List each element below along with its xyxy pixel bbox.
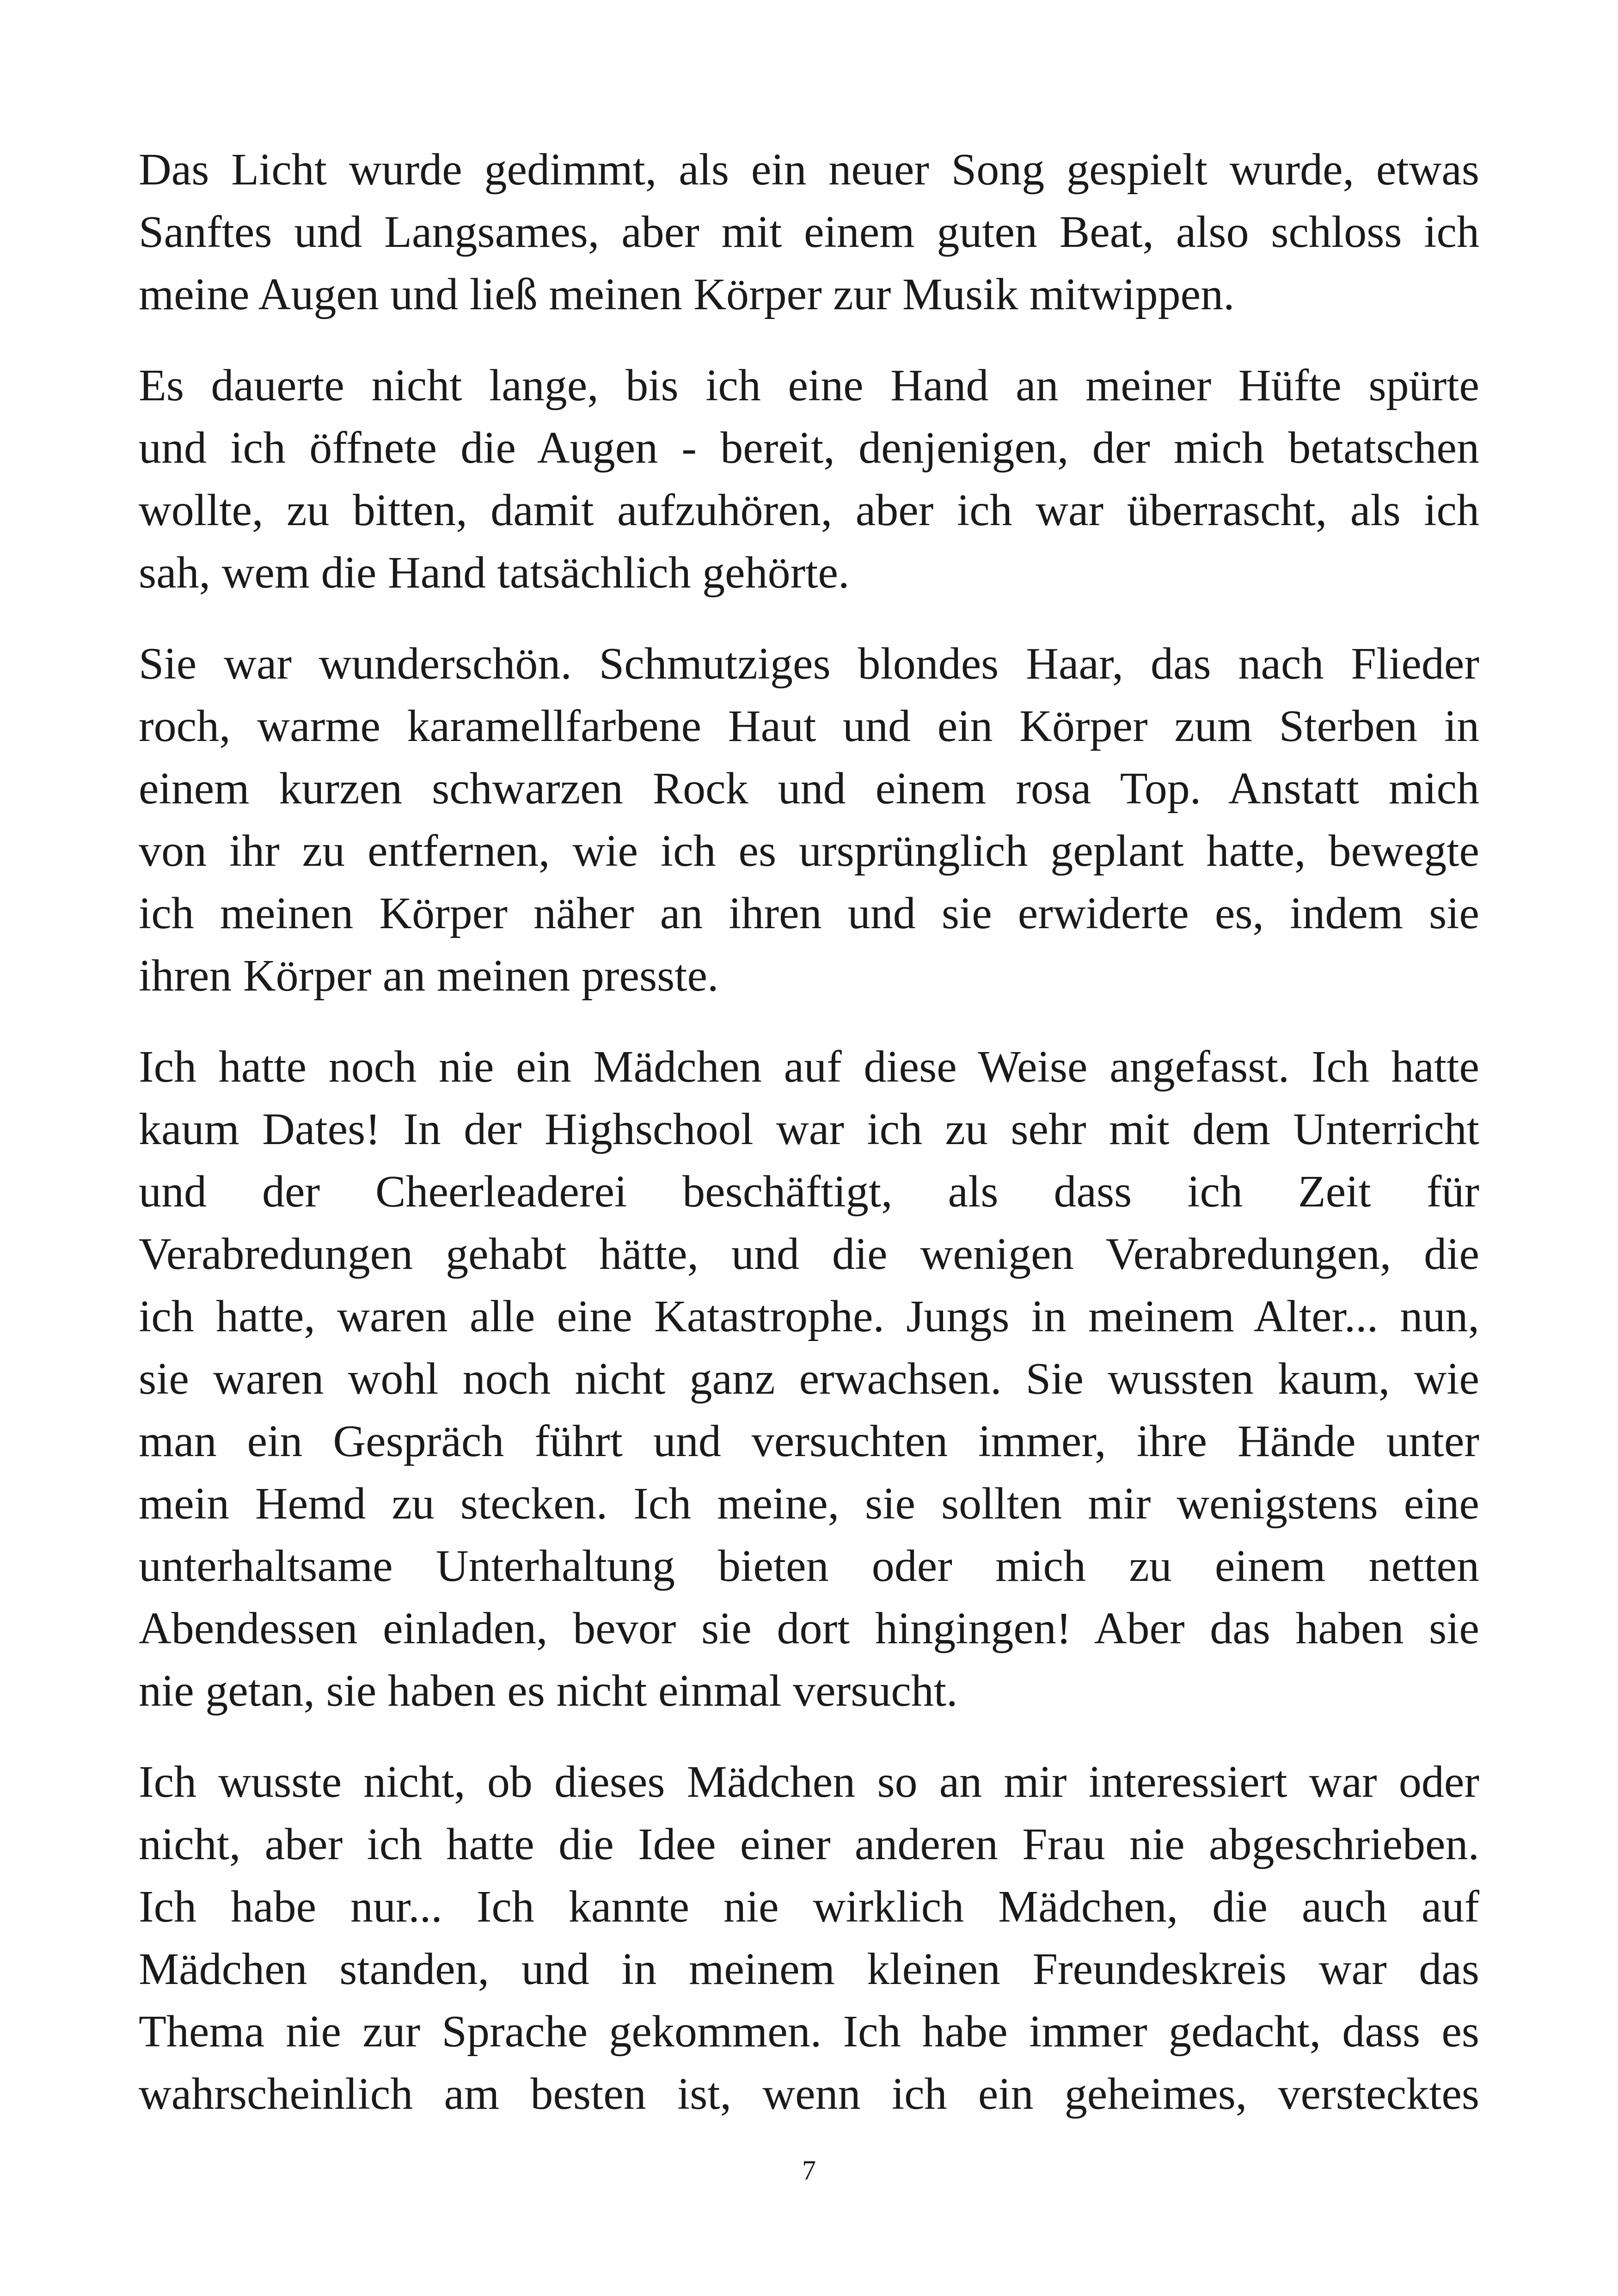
paragraph (139, 1036, 1479, 1722)
text-line: von ihr zu entfernen, wie ich es ursprünglich geplant hatte, bewegte (139, 826, 1479, 876)
text-line: Ich hatte noch nie ein Mädchen auf diese Weise angefasst. Ich hatte (139, 1042, 1479, 1092)
text-line: wahrscheinlich am besten ist, wenn ich ein geheimes, verstecktes (139, 2069, 1479, 2119)
text-line: unterhaltsame Unterhaltung bieten oder mich zu einem netten (139, 1541, 1479, 1591)
text-line: kaum Dates! In der Highschool war ich zu sehr mit dem Unterricht (139, 1104, 1479, 1154)
text-line: mein Hemd zu stecken. Ich meine, sie sollten mir wenigstens eine (139, 1479, 1479, 1529)
text-line: sah, wem die Hand tatsächlich gehörte. (139, 548, 850, 598)
text-line: einem kurzen schwarzen Rock und einem rosa Top. Anstatt mich (139, 764, 1479, 814)
text-line: ich meinen Körper näher an ihren und sie erwiderte es, indem sie (139, 888, 1479, 938)
paragraph (139, 139, 1479, 326)
text-line: Es dauerte nicht lange, bis ich eine Hand an meiner Hüfte spürte (139, 361, 1479, 410)
text-line: Mädchen standen, und in meinem kleinen Freundeskreis war das (139, 1944, 1479, 1994)
paragraph (139, 355, 1479, 604)
text-line: meine Augen und ließ meinen Körper zur Musik mitwippen. (139, 269, 1235, 319)
text-line: Abendessen einladen, bevor sie dort hingingen! Aber das haben sie (139, 1604, 1479, 1653)
text-line: ich hatte, waren alle eine Katastrophe. Jungs in meinem Alter... nun, (139, 1292, 1479, 1341)
text-line: nie getan, sie haben es nicht einmal versucht. (139, 1666, 958, 1716)
paragraph (139, 1751, 1479, 2125)
text-line: und der Cheerleaderei beschäftigt, als dass ich Zeit für (139, 1167, 1479, 1217)
text-line: und ich öffnete die Augen - bereit, denjenigen, der mich betatschen (139, 423, 1479, 473)
text-line: ihren Körper an meinen presste. (139, 951, 719, 1001)
text-line: roch, warme karamellfarbene Haut und ein Körper zum Sterben in (139, 701, 1479, 751)
text-line: sie waren wohl noch nicht ganz erwachsen. Sie wussten kaum, wie (139, 1354, 1479, 1404)
text-line: Thema nie zur Sprache gekommen. Ich habe immer gedacht, dass es (139, 2007, 1479, 2057)
text-line: Ich wusste nicht, ob dieses Mädchen so an mir interessiert war oder (139, 1757, 1479, 1807)
text-line: Verabredungen gehabt hätte, und die wenigen Verabredungen, die (139, 1229, 1479, 1279)
text-line: Sanftes und Langsames, aber mit einem guten Beat, also schloss ich (139, 207, 1479, 257)
text-line: wollte, zu bitten, damit aufzuhören, aber ich war überrascht, als ich (139, 485, 1479, 535)
text-line: nicht, aber ich hatte die Idee einer anderen Frau nie abgeschrieben. (139, 1819, 1479, 1869)
text-line: man ein Gespräch führt und versuchten immer, ihre Hände unter (139, 1416, 1479, 1466)
text-line: Das Licht wurde gedimmt, als ein neuer Song gespielt wurde, etwas (139, 145, 1479, 195)
body-text (139, 139, 1479, 2154)
page-number: 7 (802, 2155, 816, 2186)
paragraph (139, 633, 1479, 1007)
text-line: Sie war wunderschön. Schmutziges blondes Haar, das nach Flieder (139, 639, 1479, 689)
text-line: Ich habe nur... Ich kannte nie wirklich Mädchen, die auch auf (139, 1882, 1479, 1932)
